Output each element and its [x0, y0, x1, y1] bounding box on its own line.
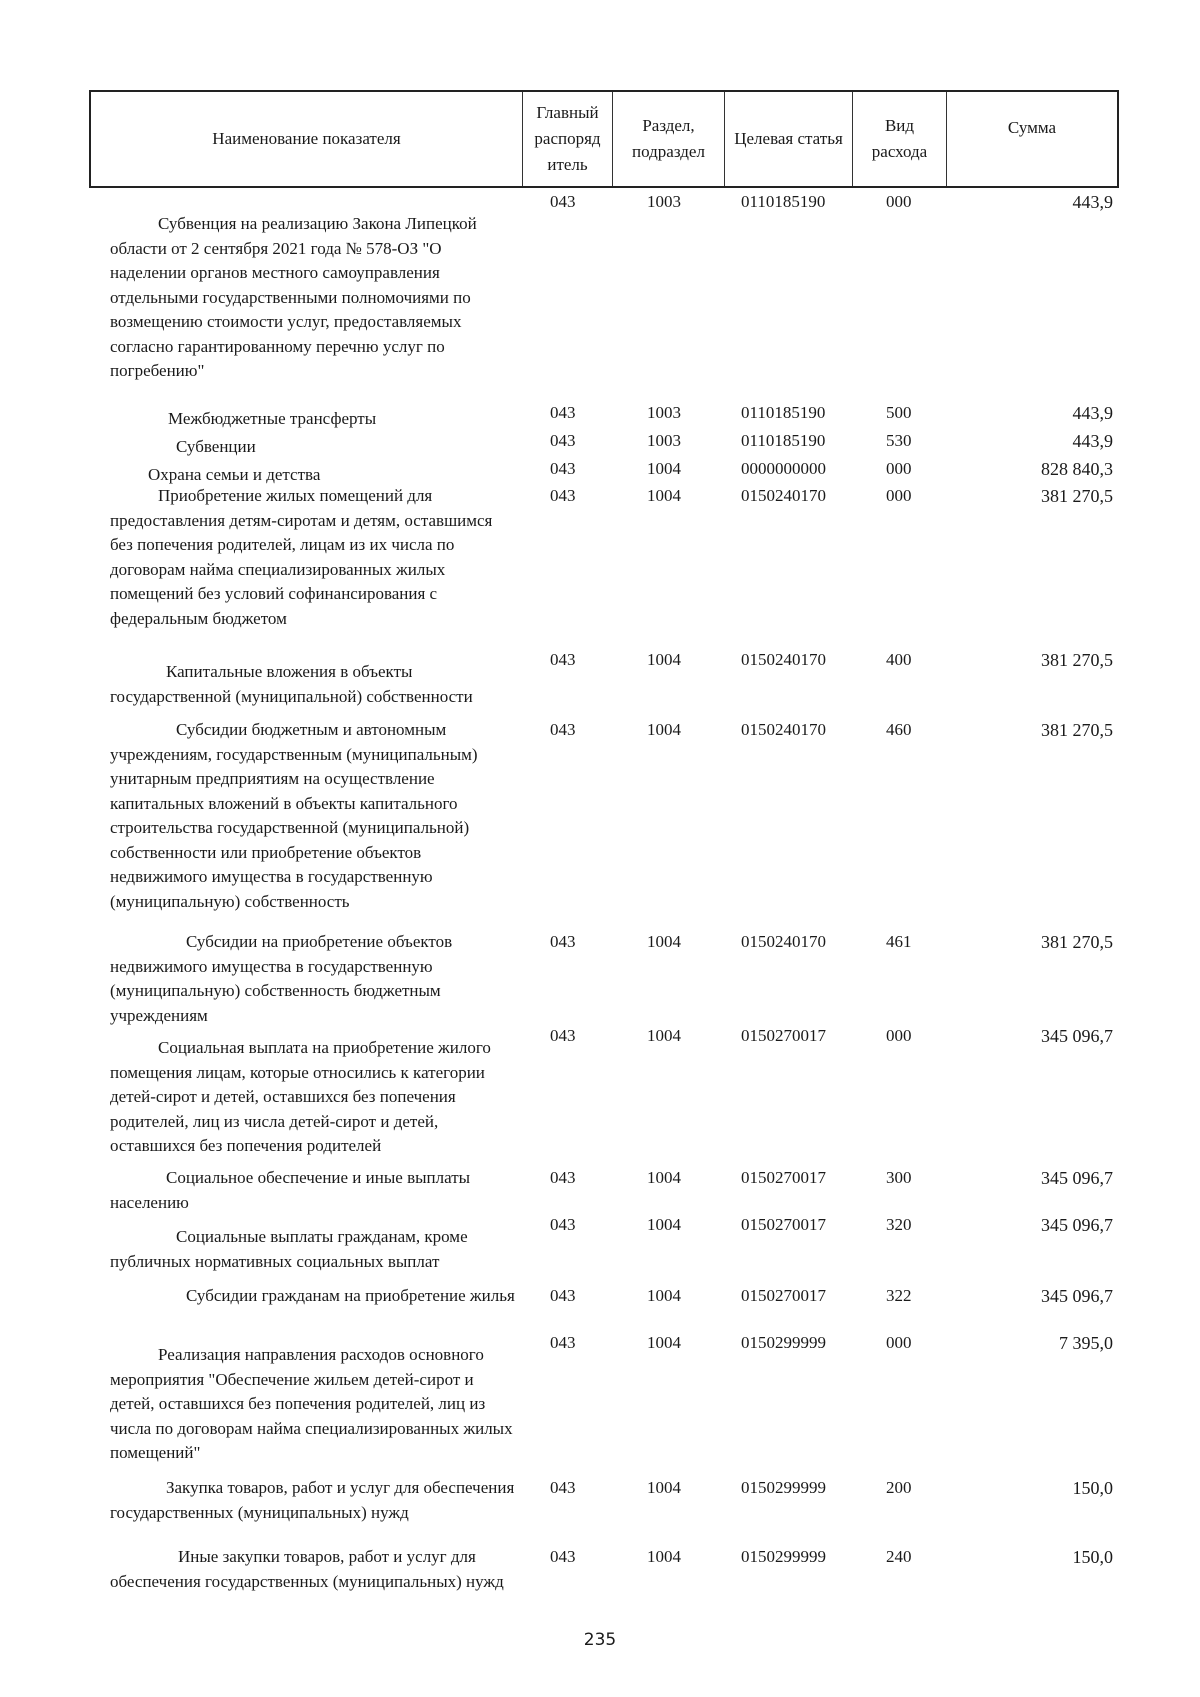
- header-section: Раздел, подраздел: [613, 92, 725, 186]
- row-razd: 1004: [647, 1547, 681, 1566]
- row-vid: 240: [886, 1547, 912, 1566]
- row-rasp: 043: [550, 1026, 576, 1045]
- row-razd: 1004: [647, 1286, 681, 1305]
- row-rasp: 043: [550, 431, 576, 450]
- row-sum: 443,9: [1072, 403, 1113, 423]
- row-razd: 1004: [647, 1026, 681, 1045]
- row-name: Субсидии гражданам на приобретение жилья: [186, 1286, 515, 1305]
- row-sum: 7 395,0: [1059, 1333, 1113, 1353]
- row-rasp: 043: [550, 1333, 576, 1352]
- row-vid: 322: [886, 1286, 912, 1305]
- row-razd: 1003: [647, 192, 681, 211]
- row-vid: 000: [886, 192, 912, 211]
- row-vid: 300: [886, 1168, 912, 1187]
- row-name: Приобретение жилых помещений для предоставления детям-сиротам и детям, оставшимся без попечения родителей, лицам из их числа по договорам найма специализированных жилых помещений без условий софинансирования с федеральным бюджетом: [110, 486, 493, 628]
- row-vid: 000: [886, 459, 912, 478]
- row-vid: 000: [886, 1333, 912, 1352]
- header-target-article: Целевая статья: [725, 92, 853, 186]
- row-rasp: 043: [550, 1215, 576, 1234]
- header-name: Наименование показателя: [91, 92, 523, 186]
- row-vid: 460: [886, 720, 912, 739]
- row-name: Субсидии бюджетным и автономным учреждениям, государственным (муниципальным) унитарным предприятиям на осуществление капитальных вложений в объекты капитального строительства государственной (муниципальной) собственности или приобретение объектов недвижимого имущества в государственную (муниципальную) собственность: [110, 720, 478, 911]
- row-name: Закупка товаров, работ и услуг для обеспечения государственных (муниципальных) нужд: [110, 1478, 515, 1522]
- row-tsel: 0150270017: [741, 1168, 826, 1187]
- table-header: [89, 90, 1119, 188]
- row-name: Иные закупки товаров, работ и услуг для обеспечения государственных (муниципальных) нужд: [110, 1547, 504, 1591]
- row-razd: 1004: [647, 1215, 681, 1234]
- row-name: Субвенции: [176, 437, 256, 456]
- row-sum: 345 096,7: [1041, 1168, 1113, 1188]
- row-rasp: 043: [550, 1168, 576, 1187]
- row-rasp: 043: [550, 486, 576, 505]
- header-main-manager: Главный распоряд итель: [523, 92, 613, 186]
- row-tsel: 0150240170: [741, 932, 826, 951]
- row-rasp: 043: [550, 720, 576, 739]
- row-name: Межбюджетные трансферты: [168, 409, 377, 428]
- row-name: Социальная выплата на приобретение жилого помещения лицам, которые относились к категории детей-сирот и детей, оставшихся без попечения родителей, лиц из числа детей-сирот и детей, оставшихся без попечения родителей: [110, 1038, 491, 1155]
- row-razd: 1004: [647, 1478, 681, 1497]
- row-name: Субсидии на приобретение объектов недвижимого имущества в государственную (муниципальную) собственность бюджетным учреждениям: [110, 932, 453, 1025]
- row-tsel: 0150240170: [741, 720, 826, 739]
- row-vid: 000: [886, 1026, 912, 1045]
- row-rasp: 043: [550, 932, 576, 951]
- row-tsel: 0110185190: [741, 431, 826, 450]
- row-tsel: 0110185190: [741, 192, 826, 211]
- header-sum: Сумма: [1007, 118, 1057, 137]
- row-razd: 1004: [647, 459, 681, 478]
- row-sum: 381 270,5: [1041, 486, 1113, 506]
- row-vid: 500: [886, 403, 912, 422]
- row-vid: 461: [886, 932, 912, 951]
- row-sum: 345 096,7: [1041, 1026, 1113, 1046]
- row-razd: 1004: [647, 720, 681, 739]
- row-sum: 381 270,5: [1041, 720, 1113, 740]
- row-razd: 1004: [647, 486, 681, 505]
- row-sum: 381 270,5: [1041, 650, 1113, 670]
- row-sum: 828 840,3: [1041, 459, 1113, 479]
- row-rasp: 043: [550, 459, 576, 478]
- row-razd: 1004: [647, 1168, 681, 1187]
- row-tsel: 0150270017: [741, 1215, 826, 1234]
- row-tsel: 0000000000: [741, 459, 826, 478]
- row-tsel: 0150299999: [741, 1478, 826, 1497]
- page-number: 235: [583, 1630, 617, 1650]
- row-name: Реализация направления расходов основного мероприятия "Обеспечение жильем детей-сирот и детей, оставшихся без попечения родителей, лиц из числа по договорам найма специализированных жилых помещений": [110, 1345, 513, 1462]
- row-tsel: 0110185190: [741, 403, 826, 422]
- row-tsel: 0150270017: [741, 1286, 826, 1305]
- row-sum: 150,0: [1072, 1478, 1113, 1498]
- row-rasp: 043: [550, 403, 576, 422]
- row-tsel: 0150299999: [741, 1333, 826, 1352]
- row-sum: 443,9: [1072, 431, 1113, 451]
- row-rasp: 043: [550, 1478, 576, 1497]
- row-sum: 345 096,7: [1041, 1215, 1113, 1235]
- row-name: Социальные выплаты гражданам, кроме публичных нормативных социальных выплат: [110, 1227, 468, 1271]
- row-tsel: 0150299999: [741, 1547, 826, 1566]
- row-sum: 381 270,5: [1041, 932, 1113, 952]
- row-tsel: 0150240170: [741, 650, 826, 669]
- header-expense-type: Вид расхода: [853, 92, 947, 186]
- row-razd: 1004: [647, 650, 681, 669]
- row-tsel: 0150270017: [741, 1026, 826, 1045]
- row-razd: 1003: [647, 431, 681, 450]
- row-name: Охрана семьи и детства: [148, 465, 321, 484]
- row-name: Субвенция на реализацию Закона Липецкой области от 2 сентября 2021 года № 578-ОЗ "О наделении органов местного самоуправления отдельными государственными полномочиями по возмещению стоимости услуг, предоставляемых согласно гарантированному перечню услуг по погребению": [110, 214, 477, 380]
- row-rasp: 043: [550, 1286, 576, 1305]
- row-sum: 150,0: [1072, 1547, 1113, 1567]
- row-rasp: 043: [550, 192, 576, 211]
- row-razd: 1004: [647, 1333, 681, 1352]
- row-vid: 000: [886, 486, 912, 505]
- row-name: Социальное обеспечение и иные выплаты населению: [110, 1168, 471, 1212]
- row-vid: 530: [886, 431, 912, 450]
- row-rasp: 043: [550, 1547, 576, 1566]
- row-rasp: 043: [550, 650, 576, 669]
- row-sum: 345 096,7: [1041, 1286, 1113, 1306]
- row-sum: 443,9: [1072, 192, 1113, 212]
- row-razd: 1003: [647, 403, 681, 422]
- row-vid: 200: [886, 1478, 912, 1497]
- row-vid: 320: [886, 1215, 912, 1234]
- row-tsel: 0150240170: [741, 486, 826, 505]
- row-vid: 400: [886, 650, 912, 669]
- row-name: Капитальные вложения в объекты государственной (муниципальной) собственности: [110, 662, 473, 706]
- row-razd: 1004: [647, 932, 681, 951]
